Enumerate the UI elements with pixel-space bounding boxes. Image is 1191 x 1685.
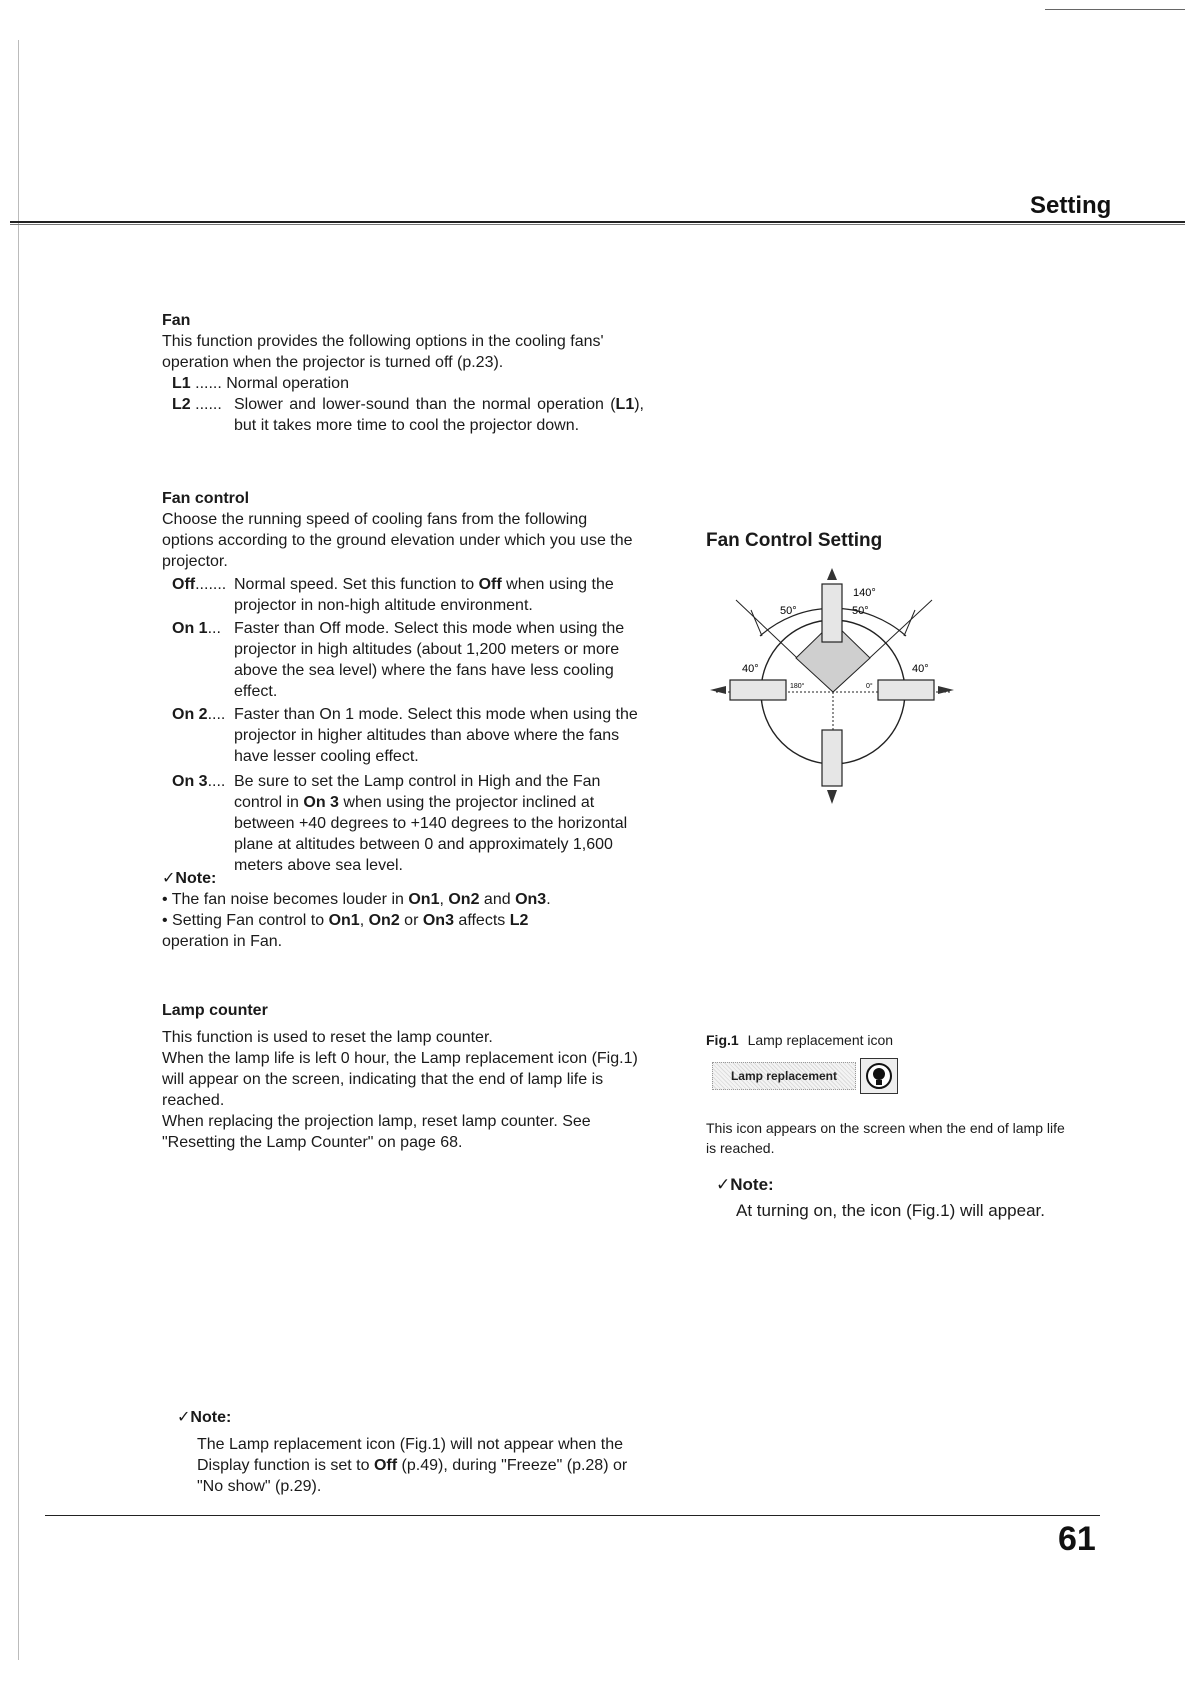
check-icon: ✓: [177, 1409, 191, 1426]
note-bullet: • Setting Fan control to On1, On2 or On3 affects L2 operation in Fan.: [162, 912, 529, 950]
fan-arrow-right: [938, 686, 954, 694]
fan-control-option-text: Faster than Off mode. Select this mode when using the projector in high altitudes (about 1,200 meters or more above the sea level) where the fans have less cooling effect.: [234, 620, 625, 700]
angle-label-40-right: 40°: [912, 663, 929, 675]
lamp-counter-heading: Lamp counter: [162, 1002, 268, 1019]
projector-right: [878, 680, 934, 700]
fan-control-option-on1: On 1... Faster than Off mode. Select this mode when using the projector in high altitudes (about 1,200 meters or more above the sea level) where the fans have less cooling effect.: [172, 618, 652, 702]
fan-intro: This function provides the following options in the cooling fans' operation when the projector is turned off (p.23).: [162, 333, 604, 371]
note-text: The Lamp replacement icon (Fig.1) will not appear when the Display function is set to Off (p.49), during "Freeze" (p.28) or "No show" (p.29).: [197, 1436, 628, 1495]
fan-control-section: [162, 488, 652, 876]
fan-control-option-off: Off....... Normal speed. Set this function to Off when using the projector in non-high altitude environment.: [172, 574, 652, 616]
note-text: At turning on, the icon (Fig.1) will appear.: [736, 1201, 1045, 1220]
lamp-counter-section: [162, 1000, 652, 1153]
check-icon: ✓: [162, 870, 176, 887]
angle-label-140: 140°: [853, 587, 876, 599]
fan-control-diagram: [700, 564, 980, 826]
fan-figure-title: Fan Control Setting: [706, 530, 883, 551]
fan-control-option-text: Be sure to set the Lamp control in High and the Fan control in On 3 when using the projector inclined at between +40 degrees to +140 degrees to the horizontal plane at altitudes between 0 and approximately 1,600 meters above sea level.: [234, 773, 628, 874]
fan-arrow-top: [827, 568, 837, 580]
note-right: [716, 1175, 1136, 1221]
diagram-tick: [904, 610, 915, 636]
angle-label-180: 180°: [790, 683, 805, 690]
note-bullet: • The fan noise becomes louder in On1, On2 and On3.: [162, 891, 551, 908]
angle-label-40-left: 40°: [742, 663, 759, 675]
fan-option-key: L2: [172, 396, 191, 413]
note-fan: [162, 868, 652, 952]
fig1-caption: This icon appears on the screen when the end of lamp life is reached.: [706, 1120, 1065, 1156]
header-rule-thin: [10, 224, 1185, 225]
projector-top: [822, 584, 842, 642]
note-lamp-icon: [177, 1407, 667, 1497]
fan-option-text: Normal operation: [226, 375, 349, 392]
fan-control-option-text: Faster than On 1 mode. Select this mode when using the projector in higher altitudes than above where the fans have lesser cooling effect.: [234, 706, 638, 765]
fan-option-l2: L2 ...... Slower and lower-sound than the normal operation (L1), but it takes more time to cool the projector down.: [172, 396, 644, 434]
lamp-counter-text: This function is used to reset the lamp counter.: [162, 1029, 493, 1046]
note-title: ✓Note:: [716, 1175, 774, 1194]
angle-label-50-left: 50°: [780, 605, 797, 617]
fan-control-option-on3: On 3.... Be sure to set the Lamp control in High and the Fan control in On 3 when using the projector inclined at between +40 degrees to +140 degrees to the horizontal plane at altitudes between 0 and approximately 1,600 meters above sea level.: [172, 771, 652, 876]
projector-left: [730, 680, 786, 700]
corner-dash: [1045, 9, 1185, 10]
fan-option-l1: L1 ...... Normal operation: [172, 375, 349, 392]
page-number: 61: [1058, 1520, 1096, 1558]
lamp-counter-text: When the lamp life is left 0 hour, the Lamp replacement icon (Fig.1) will appear on the screen, indicating that the end of lamp life is reached.: [162, 1050, 638, 1109]
section-title: Setting: [1030, 192, 1112, 219]
projector-bottom: [822, 730, 842, 786]
fig1-label: Fig.1 Lamp replacement icon: [706, 1032, 894, 1048]
fan-section: [162, 310, 652, 436]
fan-arrow-bottom: [827, 790, 837, 804]
fan-control-heading: Fan control: [162, 490, 250, 507]
lamp-replacement-label: Lamp replacement: [712, 1062, 856, 1090]
footer-rule: [45, 1515, 1100, 1516]
fan-option-text: Slower and lower-sound than the normal operation (L1), but it takes more time to cool the projector down.: [234, 396, 644, 434]
lamp-icon: [860, 1058, 898, 1094]
angle-label-50-right: 50°: [852, 605, 869, 617]
fan-arrow-left: [710, 686, 726, 694]
lamp-counter-text: When replacing the projection lamp, reset lamp counter. See "Resetting the Lamp Counter" on page 68.: [162, 1113, 591, 1151]
fan-control-intro: Choose the running speed of cooling fans from the following options according to the ground elevation under which you use the projector.: [162, 511, 633, 570]
check-icon: ✓: [716, 1175, 731, 1194]
fan-option-key: L1: [172, 375, 191, 392]
fan-control-option-text: Normal speed. Set this function to Off when using the projector in non-high altitude environment.: [234, 576, 614, 614]
lamp-replacement-icon: [712, 1058, 902, 1094]
fan-heading: Fan: [162, 312, 191, 329]
note-title: ✓Note:: [177, 1409, 232, 1426]
header-rule: [10, 221, 1185, 223]
angle-label-0: 0°: [866, 683, 873, 690]
scan-edge-line: [18, 40, 19, 1660]
fan-control-option-on2: On 2.... Faster than On 1 mode. Select this mode when using the projector in higher altitudes than above where the fans have lesser cooling effect.: [172, 704, 652, 767]
note-title: ✓Note:: [162, 870, 217, 887]
